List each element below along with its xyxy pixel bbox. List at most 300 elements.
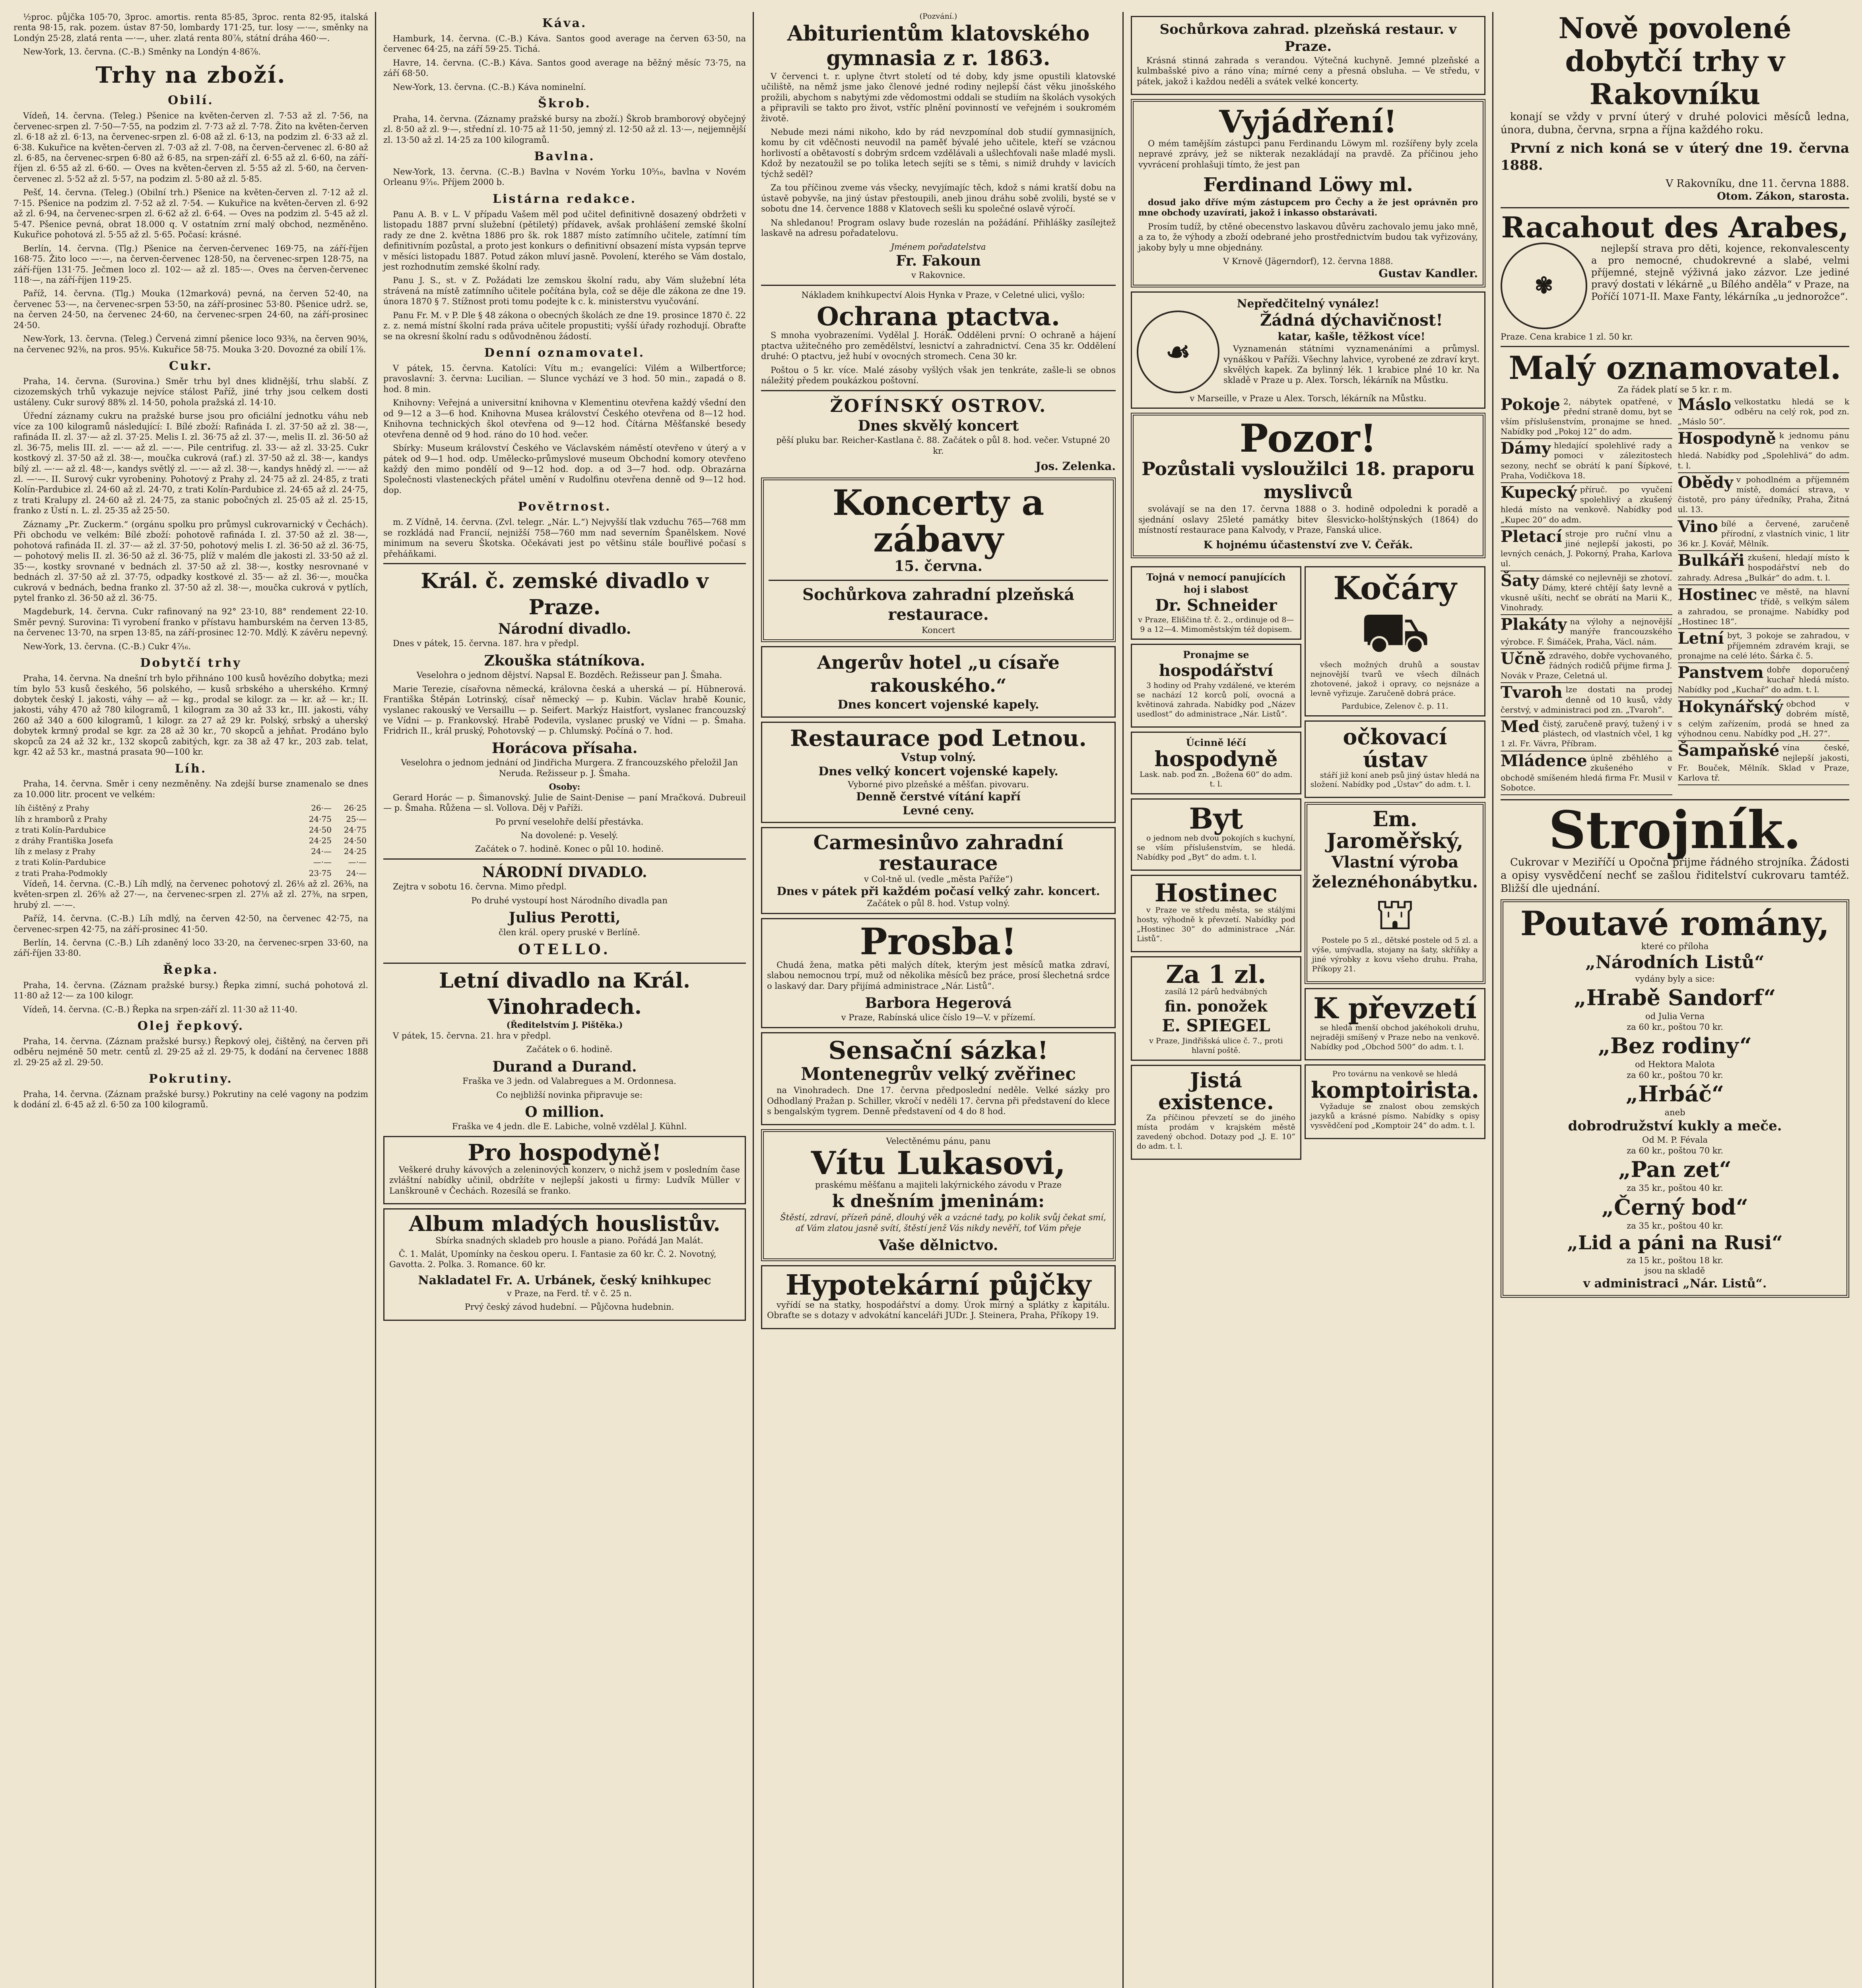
paragraph: které co příloha (1641, 941, 1709, 951)
ad-box (761, 646, 1116, 718)
small-ad (1678, 697, 1850, 742)
table-cell-value: 26·— (311, 803, 332, 813)
table-cell-name: líh čištěný z Prahy (15, 803, 89, 813)
paragraph: Knihovny: Veřejná a universitní knihovna v Klementinu otevřena každý všední den od 9—12 a 3—6 hod. Knihovna Musea království Českého otevřena od 8—12 hod. Knihovna technických škol otevřena od 9—12 hod. Čítárna Měšťanské besedy otevřena denně od 9 hod. ráno do 10 hod. večer. (383, 398, 746, 439)
ad-box (1305, 1064, 1485, 1140)
table-cell-value: 23·75 (309, 868, 332, 878)
ad-box (1305, 720, 1485, 798)
signature-label: Jménem pořadatelstva (891, 242, 986, 252)
divider (769, 580, 1108, 581)
divider (1501, 207, 1849, 208)
novel-subtitle: dobrodružství kukly a meče. (1568, 1118, 1782, 1134)
play-title: Zkouška státníkova. (484, 652, 645, 669)
paragraph: praskému měšťanu a majiteli lakýrnického závodu v Praze (815, 1180, 1062, 1190)
table-cell-value: 24·75 (344, 825, 367, 835)
play-title: Durand a Durand. (492, 1058, 637, 1075)
paragraph: Začátek o 7. hodině. Konec o půl 10. hodině. (475, 844, 664, 854)
ad-title: Racahout des Arabes, (1501, 210, 1849, 245)
paragraph: svolávají se na den 17. června 1888 o 3. hodině odpoledni k poradě a sjednání oslavy 25leté památky bitev šlesvicko-holštýnských (1864) do místností restaurace pana Kalvody, v Praze, Fanská ulice. (1138, 504, 1478, 535)
column-rule (1492, 12, 1493, 1988)
paragraph: všech možných druhů a soustav nejnovější tvarů ve všech dílnách zhotovené, jakož i opravy, co nejsnáze a levně vyřizuje. Zaručeně dobrá práce. (1310, 660, 1480, 698)
ad-title: Abiturientům klatovského gymnasia z r. 1863. (787, 21, 1090, 71)
paragraph: Nebude mezi námi nikoho, kdo by rád nevzpomínal dob studií gymnasijních, komu by cit vděčnosti neuvodil na paměť bývalé jeho učitele, kteří se vzácnou horlivostí a obětavostí s dobrým srdcem vzdělávali a ušlechťovali naše mladé mysli. Kdož by nezatoužil se po tolika letech sejíti se s těmi, s nimiž druhdy v lavicích týchž seděl? (761, 127, 1116, 179)
carriage-icon: ⛟ (1360, 600, 1430, 665)
ad-box (1131, 1065, 1301, 1160)
paragraph: dosud jako dříve mým zástupcem pro Čechy a že jest oprávněn pro mne obchody uzavírati, jakož i inkasso obstarávati. (1138, 197, 1478, 218)
paragraph: Začátek o půl 8. hod. Vstup volný. (867, 899, 1010, 909)
ad-title: E. SPIEGEL (1162, 1016, 1270, 1036)
ad-box (1131, 291, 1485, 409)
novels-box (1501, 899, 1849, 1298)
ad-title: Jistá existence. (1158, 1068, 1274, 1114)
paragraph: Na shledanou! Program oslavy bude rozeslán na požádání. Přihlášky zasílejtež laskavě na adresu pořadatelovu. (761, 217, 1116, 238)
small-ad-keyword: Šaty (1501, 571, 1539, 590)
paragraph: Nákladem knihkupectví Alois Hynka v Praze, v Celetné ulici, vyšlo: (801, 290, 1085, 300)
ad-subtitle: Nepředčitelný vynález! (1237, 297, 1380, 310)
ad-title: Kočáry (1333, 569, 1457, 607)
paragraph: Sbírka snadných skladeb pro housle a piano. Pořádá Jan Malát. (435, 1235, 703, 1245)
ad-box (1131, 644, 1301, 727)
small-ad (1678, 741, 1850, 785)
section-title: Malý oznamovatel. (1509, 349, 1841, 387)
column-news-theatre (378, 12, 751, 1988)
paragraph: Vyznamenán státními vyznamenáními a průmysl. vynáškou v Paříži. Všechny lahvice, vyrobené ze zdraví kryt. skvělých kapek. Za bylinný lék. 1 krabice plné 10 kr. Na skladě v Praze u p. Alex. Torsch, lékárník na Můstku. (1223, 344, 1480, 385)
signature-place: v Rakovnice. (911, 270, 965, 280)
venue-subtitle: Vstup volný. (901, 750, 976, 764)
paragraph: Dnes v pátek, 15. června. 187. hra v předpl. (393, 639, 579, 648)
small-ad-keyword: Pletací (1501, 527, 1562, 546)
paragraph: Marie Terezie, císařovna německá, královna česká a uherská — pí. Hübnerová. Františka Štěpán Lotrinský, císař německý — p. Kubin. Václav hrabě Kounic, vyslanec rakouský ve Versaillu — p. Seifert. Markýz Haistfort, vyslanec francouzský ve Vídni — p. Frankovský. Hrabě Podevila, vyslanec pruský ve Vídni — p. Šmaha. Fridrich II., král pruský, Pohotovský — p. Chlumský. Počíná o 7. hod. (383, 684, 746, 736)
table-cell-value: 24·50 (344, 835, 367, 845)
small-ad-keyword: Šampaňské (1678, 741, 1780, 760)
ad-subtitle: katar, kašle, těžkost více! (1278, 331, 1425, 343)
paragraph: se hledá menší obchod jakéhokoli druhu, nejraději smíšený v Praze nebo na venkově. Nabídky pod „Obchod 500“ do adm. t. l. (1310, 1023, 1480, 1051)
ad-title: očkovací ústav (1343, 724, 1447, 772)
paragraph: Praha, 14. června. (Záznam pražské bursy.) Pokrutiny na celé vagony na podzim k dodání zl. 6·45 až zl. 6·50 za 100 kilogramů. (14, 1089, 368, 1110)
paragraph: nejlepší strava pro děti, kojence, rekonvalescenty a pro nemocné, chudokrevné a slabé, velmi příjemné, stejně výživná jako zázvor. Lze jediné pravý dostati v lékárně „u Bílého anděla“ v Praze, na Poříčí 1071-II. Maxe Fanty, lékárníka „u jednorožce“. (1591, 243, 1849, 302)
paragraph: Dnes v pátek při každém počasí velký zahr. koncert. (777, 885, 1100, 898)
concert-box (761, 478, 1116, 642)
sub-title: Obilí. (168, 93, 214, 108)
ad-title: Poutavé romány, (1520, 903, 1830, 943)
signature-name: Jos. Zelenka. (1035, 460, 1116, 473)
paragraph: Veselohra o jednom jednání od Jindřicha Murgera. Z francouzského přeložil Jan Neruda. Režisseur p. J. Šmaha. (401, 758, 738, 778)
paragraph: New-York, 13. června. (C.-B.) Směnky na Londýn 4·86⅞. (23, 47, 261, 57)
ad-title: Dr. Schneider (1155, 596, 1277, 615)
ad-title: Pro hospodyně! (468, 1139, 662, 1166)
paragraph: Berlín, 14. června. (Tlg.) Pšenice na červen-červenec 169·75, na září-říjen 168·75. Žito loco —·—, na červen-červenec 128·50, na červenec-srpen 128·75, na září-říjen 131·75. Ječmen loco zl. 102·— až zl. 185·—. Oves na červen-červenec 118·—, na září-říjen 119·25. (14, 243, 368, 285)
paragraph: člen král. opery pruské v Berlíně. (499, 927, 640, 937)
theatre-subtitle: (Ředitelstvím J. Pištěka.) (506, 1020, 623, 1030)
paragraph: Vyborné pivo plzeňské a měšťan. pivovaru. (848, 779, 1029, 789)
paragraph: Chudá žena, matka pěti malých dítek, kterým jest měsíců matka zdraví, slabou nemocnou trpí, muž od několika měsíců bez práce, prosí šlechetná srdce o laskavý dar. Dary přijímá administrace „Nár. Listů“. (767, 960, 1110, 991)
sub-title: Denní oznamovatel. (484, 346, 645, 360)
paragraph: New-York, 13. června. (Teleg.) Červená zimní pšenice loco 93⅜, na červen 90⅜, na červenec 92⅜, na pros. 95⅛. Kukuřice 58·75. Mouka 3·20. Dovozné za obilí 1⅞. (14, 334, 368, 354)
sub-title: Povětrnost. (518, 500, 612, 514)
small-ad-text: byt, 3 pokoje se zahradou, v příjemném zdravém kraji, se pronajme na celé léto. Šárka č. 5. (1678, 631, 1849, 660)
ad-subtitle: Úcinně léčí (1186, 736, 1247, 748)
paragraph: Panu J. S., st. v Z. Požádati lze zemskou školní radu, aby Vám služební léta strávená na místě zatímního učitele počítána byla, což se děje dle zákona ze dne 19. února 1870 § 7. Stížnost proti tomu podejte k c. k. ministerstvu vyučování. (383, 276, 746, 307)
ad-box (761, 1265, 1116, 1329)
small-ads-list (1501, 395, 1849, 796)
paragraph: Levné ceny. (903, 804, 974, 817)
ad-box (1131, 798, 1301, 870)
small-ad-keyword: Med (1501, 717, 1540, 736)
paragraph: Panu A. B. v L. V případu Vašem měl pod učitel definitivně dosazený obdržeti v listopadu 1887 první služební (pětiletý) přídavek, avšak prohlášení zemské školní rady ze dne 2. května 1886 pro šk. rok 1887 místo zatímního učitele, zatímní tím definitivním pozůstal, a proto jest konkurs o definitivní obsazení místa vypsán teprve v měsíci listopadu 1887. Potud zákon mluví jasně. Povolení, kterého se Vám dostalo, jest rozhodnutím zemské školní rady. (383, 209, 746, 272)
paragraph: vyřídí se na statky, hospodářství a domy. Úrok mírný a splátky z kapitálu. Obraťte se s dotazy v advokátní kanceláři JUDr. J. Steinera, Praha, Příkopy 19. (767, 1300, 1110, 1320)
paragraph: Veselohra o jednom dějství. Napsal E. Bozděch. Režisseur pan J. Šmaha. (416, 670, 722, 680)
small-ad (1678, 395, 1850, 429)
paragraph: Praha, 14. června. Na dnešní trh bylo přihnáno 100 kusů hovězího dobytka; mezi tím bylo 53 kusů českého, 56 polského, — kusů srbského a uherského. Krmný dobytek český I. jakosti, váhy — až — kg., prodal se kilogr. za — kr. až — kr.; II. jakosti, váhy 470 až 780 kilogramů, 1 kilogram za 30 až 33 kr., III. jakosti, váhy 260 až 340 a 600 kilogramů, 1 kilogr. za 27 až 29 kr. Polský, srbský a uherský dobytek krmný prodal se kgr. za 28 až 30 kr., 70 skopců a jehňat. Prodáno bylo skopců za 24 až 32 kr., 132 skopců zabitých, kgr. za 38 až 47 kr., 203 zab. telat, kgr. 42 až 53 kr., mastná prasata 90—100 kr. (14, 674, 368, 757)
paragraph: Pešť, 14. června. (Teleg.) (Obilní trh.) Pšenice na květen-červen zl. 7·12 až zl. 7·15. Pšenice na podzim zl. 7·52 až zl. 7·54. — Kukuřice na květen-červen zl. 6·92 až zl. 6·94, na červenec-srpen zl. 6·62 až zl. 6·64. — Oves na podzim zl. 5·45 až zl. 5·47. Pšenice pevná, obrat 18.000 q. V ostatním zrní malý obchod, nezměněno. Kukuřice pohotová zl. 5·55 až zl. 5·65. Počasí: krásné. (14, 188, 368, 240)
small-ad (1501, 527, 1672, 571)
paragraph: V Rakovníku, dne 11. června 1888. (1666, 177, 1849, 190)
ad-title: Vítu Lukasovi, (811, 1144, 1066, 1182)
paragraph: Velectěnému pánu, panu (886, 1136, 991, 1146)
paragraph: Vídeň, 14. června. (C.-B.) Líh mdlý, na červenec pohotový zl. 26⅛ až zl. 26⅜, na květen-srpen zl. 26⅝ až 27·—, na červenec-srpen zl. 27⅛ až zl. 27⅜, na srpen, hrubý zl. —·—. (14, 879, 368, 910)
paragraph: Začátek o 6. hodině. (526, 1044, 613, 1054)
paragraph: Za řádek platí se 5 kr. r. m. (1617, 385, 1732, 395)
ad-subtitle: fin. ponožek (1165, 997, 1268, 1015)
ad-box (1305, 988, 1485, 1060)
paragraph: Fraška ve 3 jedn. od Valabregues a M. Ordonnesa. (462, 1076, 676, 1086)
paragraph: Praze. Cena krabice 1 zl. 50 kr. (1501, 332, 1633, 342)
signature-name: Otom. Zákon, starosta. (1717, 190, 1849, 203)
small-ad-keyword: Dámy (1501, 439, 1551, 458)
small-ad-text: příruč. po vyučení spolehlivý a zkušený hledá místo na venkově. Nabídky pod „Kupec 20“ do adm. (1501, 485, 1672, 524)
paragraph: Gerard Horác — p. Šimanovský. Julie de Saint-Denise — paní Mračková. Dubreuil — p. Šmaha. Růžena — sl. Vollova. Děj v Paříži. (383, 792, 746, 813)
ad-box (1131, 99, 1485, 287)
small-ad (1678, 473, 1850, 517)
paragraph: Úřední záznamy cukru na pražské burse jsou pro oficiální jednotku váhu neb více za 100 kilogramů následující: I. Bílé zboží: Rafináda I. zl. 37·50 až zl. 38·—, rafináda II. zl. 37·— až zl. 37·25. Melis I. zl. 36·75 až zl. 37·—, melis II. zl. 36·50 až zl. 36·75, melis III. zl. —·— až zl. —·—. Pile centrifug. zl. 33·— až zl. 33·25. Cukr kostkový zl. 37·50 až zl. 38·—, moučka cukrová (raf.) zl. 37·50 až zl. 38·—, kandys bílý zl. —·— až zl. 48·—, kandys světlý zl. —·— až zl. 38·—, kandys hnědý zl. —·— až zl. —·—. II. Surový cukr vyrobeniny. Pohotový z Prahy zl. 24·75 až zl. 24·85, z trati Kolín-Pardubice zl. 24·60 až zl. 24·70, z trati Kolín-Pardubice zl. 24·65 až zl. 24·75, z trati Kralupy zl. 24·60 až zl. 24·75, za stanic pobočných zl. 25·05 až zl. 25·15, franko z Ústí n. L. zl. 25·35 až 25·50. (14, 411, 368, 516)
divider (761, 390, 1116, 391)
paragraph: Cukrovar v Meziříčí u Opočna přijme řádného strojníka. Žádosti a opisy vysvědčení nechť se zašlou řiditelství cukrovaru tamtéž. Bližší dle ujednání. (1501, 856, 1849, 895)
small-ad-text: zdravého, dobře vychovaného, řádných rodičů přijme firma J. Novák v Praze, Celetná ul. (1501, 650, 1672, 681)
small-ad (1501, 439, 1672, 483)
table-cell-name: z trati Praha-Podmokly (15, 868, 108, 878)
paragraph: na Vinohradech. Dne 17. června předposlední neděle. Velké sázky pro Odhodlaný Pražan p. Schiller, vkročí v neděli 17. června při představení do klece s bengalským tygrem. Denně představení od 4 do 8 hod. (767, 1085, 1110, 1116)
ad-box (1131, 732, 1301, 795)
sub-title: Olej řepkový. (137, 1019, 245, 1033)
small-ad (1678, 517, 1850, 551)
table-row (14, 825, 368, 835)
paragraph: Denně čerstvé vítání kapří (856, 790, 1021, 804)
paragraph: v Praze, na Ferd. tř. v č. 25 n. (507, 1288, 632, 1298)
small-ad-text: na výlohy a nejnovější manýře francouzského výrobce. F. Šimáček, Praha, Václ. nám. (1501, 617, 1672, 646)
paragraph: V pátek, 15. června. 21. hra v předpl. (393, 1031, 551, 1041)
ad-box (1131, 875, 1301, 952)
paragraph: Praha, 14. června. (Záznam pražské bursy.) Řepka zimní, suchá pohotová zl. 11·80 až 12·— za 100 kilogr. (14, 980, 368, 1001)
ad-box (383, 1136, 746, 1204)
paragraph: v Praze, Rabínská ulice číslo 19—V. v přízemí. (841, 1013, 1036, 1023)
paragraph: Vyžaduje se znalost obou zemských jazyků a krásné písmo. Nabídky s opisy vysvědčení pod „Komptoir 24“ do adm. t. l. (1310, 1102, 1480, 1130)
small-ad-keyword: Plakáty (1501, 615, 1567, 634)
table-cell-name: z dráhy Františka Josefa (15, 835, 113, 845)
paragraph: V Krnově (Jägerndorf), 12. června 1888. (1223, 256, 1393, 266)
venue-subtitle: Dnes koncert vojenské kapely. (837, 697, 1039, 712)
small-ad-text: dobře doporučený kuchař hledá místo. Nabídky pod „Kuchař“ do adm. t. l. (1678, 665, 1849, 695)
small-ad-text: ve městě, na hlavní třídě, s velkým sálem a zahradou, se pronajme. Nabídky pod „Hostinec 18“. (1678, 586, 1849, 627)
column-rule (753, 12, 754, 1988)
iron-bed-icon: ⛫ (1375, 889, 1415, 940)
section-title: Trhy na zboží. (95, 62, 286, 88)
paragraph: aneb (1664, 1107, 1685, 1117)
small-ad (1501, 571, 1672, 615)
table-cell-name: líh z hramborů z Prahy (15, 814, 107, 824)
paragraph: 3 hodiny od Prahy vzdálené, ve kterém se nachází 12 korců polí, ovocná a květinová zahrada. Nabídky pod „Název usedlost“ do administrace „Nár. Listů“. (1137, 681, 1295, 718)
small-ad-keyword: Hospodyně (1678, 429, 1776, 448)
sub-title: Cukr. (169, 359, 213, 373)
paragraph: Postele po 5 zl., dětské postele od 5 zl. a výše, umývadla, stojany na šaty, skříňky a jiné výrobky z kovu všeho druhu. Praha, Příkopy 21. (1312, 936, 1478, 974)
table-row (14, 868, 368, 879)
column-rule (375, 12, 376, 1988)
paragraph: Štěstí, zdraví, přízeň páně, dlouhý věk a vzácné tady, po kolik svůj čekat smí, ať Vám zlatou jasně svítí, štěstí jenž Vás nikdy nevěří, toť Vám přeje (780, 1213, 1106, 1233)
signature-name: K hojnému účastenství zve V. Čeřák. (1203, 539, 1413, 551)
signature-name: Gustav Kandler. (1379, 267, 1478, 280)
paragraph: Č. 1. Malát, Upomínky na českou operu. I. Fantasie za 60 kr. Č. 2. Novotný, Gavotta. 2. Polka. 3. Romance. 60 kr. (389, 1249, 716, 1270)
paragraph: Za tou příčinou zveme vás všecky, nevyjímajíc těch, kdož s námi kratší dobu na ústavě pobyvše, na jiný ústav přestoupili, aneb jinou dráhu sobě zvolili, bysté se v sobotu dne 14. července 1888 v Klatovech sešli ku společné oslavě výročí. (761, 183, 1116, 214)
divider (761, 285, 1116, 286)
ad-title: Prosba! (860, 920, 1017, 963)
ad-subtitle: hoj i slabost (1183, 583, 1249, 595)
small-ad (1501, 717, 1672, 751)
novel-price: za 60 kr., poštou 70 kr. (1627, 1022, 1723, 1032)
table-row (14, 835, 368, 846)
table-cell-value: 24·25 (309, 835, 332, 845)
signature-name: Fr. Fakoun (896, 252, 981, 269)
paragraph: Zejtra v sobotu 16. června. Mimo předpl. (393, 882, 567, 892)
ad-box (761, 918, 1116, 1028)
novel-title: „Lid a páni na Rusi“ (1567, 1232, 1783, 1254)
sub-title: Listárna redakce. (492, 192, 637, 206)
signature-name: Vaše dělnictvo. (878, 1237, 998, 1254)
paragraph: Lask. nab. pod zn. „Božena 60“ do adm. t. l. (1140, 770, 1293, 789)
paragraph: O mém tamějším zástupci panu Ferdinandu Löwym ml. rozšířeny byly zcela nepravé zprávy, jež se nikterak nezakládají na pravdě. Za příčinou jeho vyvrácení prohlašuji tímto, že jest pan (1138, 138, 1478, 169)
paragraph: Poštou o 5 kr. více. Malé zásoby vyšlých však jen tenkráte, zašle-li se obnos náležitý předem poukázkou poštovní. (761, 365, 1116, 386)
ad-subtitle: k dnešním jmeninám: (832, 1191, 1045, 1211)
paragraph: Panu Fr. M. v P. Dle § 48 zákona o obecných školách ze dne 19. prosince 1870 č. 22 z. z. nemá místní školní rada práva učitele propustiti; vyšší úřady rozhodují. Obraťte se na okresní školní radu s odůvodněnou žádostí. (383, 310, 746, 341)
venue-title: Angerův hotel „u císaře rakouského.“ (817, 652, 1060, 696)
theatre-subtitle: Národní divadlo. (498, 621, 631, 638)
paragraph: v administraci „Nár. Listů“. (1583, 1276, 1767, 1291)
column-rule (1122, 12, 1124, 1988)
lung-emblem-icon: ☙ (1137, 311, 1219, 393)
theatre-subtitle: NÁRODNÍ DIVADLO. (482, 864, 647, 881)
paragraph: Vídeň, 14. června. (Teleg.) Pšenice na květen-červen zl. 7·53 až zl. 7·56, na červenec-srpen zl. 7·50—7·55, na podzim zl. 7·73 až zl. 7·78. Žito na květen-červen zl. 6·18 až zl. 6·13, na červenec-srpen zl. 6·08 až zl. 6·13, na podzim zl. 6·33 až zl. 6·38. Kukuřice na květen-červen zl. 7·03 až zl. 7·08, na červen-červenec zl. 6·80 až zl. 6·85, na červenec-srpen 6·80 až 6·85, na srpen-září zl. 6·55 až zl. 6·60, na září-říjen zl. 6·55 až zl. 6·60. — Oves na květen-červen zl. 5·55 až zl. 5·60, na červen-červenec zl. 5·52 až zl. 5·57, na podzim zl. 5·80 až zl. 5·85. (14, 111, 368, 184)
small-ad-text: hledající spolehlivé rady a pomoci v zálezitostech sezony, nechť se obrátí k paní Šípkové, Praha, Vodičkova 18. (1501, 441, 1672, 480)
paragraph: Praha, 14. června. (Záznam pražské bursy.) Řepkový olej, čištěný, na červen při odběru nejméně 50 metr. centů zl. 29·25 až zl. 29·75, k dodání na červenec 1888 zl. 29·25 až zl. 29·50. (14, 1036, 368, 1067)
small-ad (1501, 615, 1672, 649)
sub-title: Líh. (175, 761, 207, 776)
ad-box (761, 827, 1116, 914)
ad-subtitle: Montenegrův velký zvěřinec (800, 1064, 1076, 1085)
small-ad-keyword: Letní (1678, 629, 1724, 648)
novel-author: od Julia Verna (1645, 1011, 1705, 1021)
paragraph: V pátek, 15. června. Katolíci: Vítu m.; evangelíci: Vilém a Wilbertforce; pravoslavní: 3. června: Lucilian. — Slunce vychází ve 3 hod. 50 min., zapadá o 8. hod. 8 min. (383, 363, 746, 394)
paragraph: o jednom neb dvou pokojích s kuchyní, se vším příslušenstvím, se hledá. Nabídky pod „Byt“ do adm. t. l. (1137, 833, 1295, 862)
ad-box (1131, 16, 1485, 95)
paragraph: Prvý český závod hudební. — Půjčovna hudebnin. (464, 1302, 674, 1312)
small-ad-keyword: Bulkáři (1678, 551, 1745, 570)
paragraph: Pardubice, Zelenov č. p. 11. (1342, 702, 1448, 711)
ad-title: Vyjádření! (1219, 104, 1397, 140)
small-ad (1501, 395, 1672, 439)
ad-title: hospodyně (1154, 747, 1278, 771)
ad-subtitle: Tojná v nemocí panujících (1146, 571, 1286, 583)
paragraph: Po druhé vystoupí host Národního divadla pan (471, 895, 668, 905)
paragraph: v Praze, Eliščina tř. č. 2., ordinuje od 8—9 a 12—4. Mimoměstským též dopisem. (1138, 615, 1294, 634)
column-announcements (755, 12, 1121, 1988)
novel-price: za 15 kr., poštou 18 kr. (1627, 1255, 1723, 1265)
paragraph: Sbírky: Museum království Českého ve Václavském náměstí otevřeno v úterý a v pátek od 9—1 hod. odp. Umělecko-průmyslové museum Obchodní komory otevřeno každý den mimo pondělí od 9—12 hod. dop. a od 3—7 hod. odp. Obrazárna Společnosti vlasteneckých přátel umění v Rudolfinu otevřena denně od 9—12 hod. dop. (383, 443, 746, 495)
table-cell-value: 24·— (311, 846, 332, 856)
table-cell-name: z trati Kolín-Pardubice (15, 857, 106, 867)
seal-emblem-icon: ✾ (1501, 243, 1587, 329)
novel-title: „Černý bod“ (1602, 1194, 1748, 1220)
ad-title: Nově povolené dobytčí trhy v Rakovníku (1558, 12, 1792, 111)
sub-title: Pokrutiny. (149, 1072, 233, 1086)
table-cell-value: —·— (313, 857, 332, 867)
guest-name: Julius Perotti, (509, 909, 621, 926)
paragraph: Dnes velký koncert vojenské kapely. (818, 764, 1058, 779)
small-ad-text: 2, nábytek opatřené, v přední straně domu, byt se vším příslušenstvím, pronajme se hned. Nabídky pod „Pokoj 12“ do adm. (1501, 396, 1672, 437)
small-ad (1501, 483, 1672, 527)
play-title: OTELLO. (518, 941, 611, 958)
paragraph: V červenci t. r. uplyne čtvrt století od té doby, kdy jsme opustili klatovské učiliště, na němž jsme jako členové jedné rodiny nejlepší část věku jinošského prožili, abychom s nabytými zde vědomostmi oddali se studiím na školách vysokých a připravili se takto pro život, vstříc plnění povinností ve veřejném i soukromém životě. (761, 71, 1116, 123)
paragraph: ½proc. půjčka 105·70, 3proc. amortis. renta 85·85, 3proc. renta 82·95, italská renta 98·15, rak. pozem. ústav 87·50, lombardy 171·25, tur. losy —·—, směnky na Londýn 25·28, zlatá renta —·—, uher. zlatá renta 80⅞, státní dráha 460·—. (14, 12, 368, 43)
paragraph: Vídeň, 14. června. (C.-B.) Řepka na srpen-září zl. 11·30 až 11·40. (23, 1004, 298, 1014)
person-name: Ferdinand Löwy ml. (1203, 174, 1413, 196)
ad-title: K převzetí (1313, 991, 1477, 1025)
small-note: (Pozvání.) (919, 12, 957, 21)
paragraph: stáří již koní aneb psů jiný ústav hledá na složení. Nabídky pod „Ústav“ do adm. t. l. (1310, 771, 1480, 789)
publisher: Nakladatel Fr. A. Urbánek, český knihkupec (418, 1273, 711, 1287)
small-ad (1678, 663, 1850, 697)
paragraph: První z nich koná se v úterý dne 19. června 1888. (1501, 140, 1849, 173)
paragraph: Veškeré druhy kávových a zeleninových konzerv, o nichž jsem v posledním čase zvláštní nabídky učinil, obdržíte v nejlepší jakosti u firmy: Ludvík Müller v Lanškrouně v Čechách. Rozesílá se franko. (389, 1165, 740, 1196)
column-ads-a (1125, 12, 1491, 1988)
small-ad-text: čistý, zaručeně pravý, tužený i v plástech, od vlastních včel, 1 kg 1 zl. Fr. Vávra, Příbram. (1501, 718, 1672, 749)
venue-subtitle: Koncert (922, 625, 955, 635)
table-row (14, 803, 368, 813)
table-cell-value: 25·— (346, 814, 367, 824)
ad-subtitle: Vlastní výroba železnéhonábytku. (1312, 852, 1478, 891)
small-ad-text: vína české, nejlepší jakosti, Fr. Bouček, Mělník. Sklad v Praze, Karlova tř. (1678, 743, 1849, 782)
novel-title: „Hrbáč“ (1625, 1081, 1724, 1107)
small-ad-text: zkušení, hledají místo k hospodářství neb do zahrady. Adresa „Bulkár“ do adm. t. l. (1678, 553, 1849, 582)
paragraph: Krásná stinná zahrada s verandou. Výtečná kuchyně. Jemné plzeňské a kulmbašské pivo a ráno vína; mírné ceny a přesná obsluha. — Ve středu, v pátek, jakož i každou neděli a svátek velké koncerty. (1137, 55, 1480, 86)
column-ads-b (1495, 12, 1855, 1988)
table-row (14, 814, 368, 825)
paragraph: Za příčinou převzetí se do jiného místa prodám v krajském městě zavedený obchod. Dotazy pod „J. E. 10“ do adm. t. l. (1137, 1113, 1295, 1151)
paragraph: jsou na skladě (1645, 1266, 1705, 1276)
column-markets (8, 12, 374, 1988)
paragraph: Na dovolené: p. Veselý. (520, 831, 618, 840)
ad-title: Koncerty a zábavy (832, 481, 1045, 560)
venue-title: Restaurace pod Letnou. (790, 725, 1087, 751)
small-ad-text: stroje pro ruční vlnu a jiné nejlepší jakosti, po levných cenách, J. Pokorný, Praha, Karlova ul. (1501, 528, 1672, 569)
small-ad-text: úplně zběhlého a zkušeného v obchodě smíšeném hledá firma Fr. Musil v Sobotce. (1501, 753, 1672, 793)
ad-title: Ochrana ptactva. (817, 302, 1060, 332)
paragraph: Fraška ve 4 jedn. dle E. Labiche, volně vzdělal J. Kühnl. (452, 1122, 687, 1132)
paragraph: Záznamy „Pr. Zuckerm.“ (orgánu spolku pro průmysl cukrovarnický v Čechách). Při obchodu ve velkém: Bílé zboží: pohotově rafináda I. zl. 37·50 až zl. 38·—, pohotová rafináda II. zl. 37·— až zl. 37·50, pohotový melis I. zl. 36·50 až zl. 36·75, — pohotový melis II. zl. 36·50 až zl. 36·75, plíž v malém dle jakosti zl. 33·50 až zl. 35·—, kostky srovnané v bednách zl. 37·50 až zl. 38·—, kostky nesrovnané v bednách zl. 37·50 až zl. 37·75, odpadky kostkové zl. 35·— až zl. 36·—, moučka cukrová v bednách, bedna franko zl. 37·50 až zl. 38·—, moučka cukrová v pytlích, pytel franko zl. 36·50 až zl. 36·75. (14, 519, 368, 603)
ad-box (1131, 956, 1301, 1061)
cast-heading: Osoby: (549, 782, 581, 792)
ad-title: Sensační sázka! (828, 1035, 1048, 1065)
paragraph: New-York, 13. června. (C.-B.) Káva nominelní. (393, 82, 586, 92)
paragraph: zasílá 12 párů hedvábných (1165, 987, 1268, 996)
venue-subtitle: v Col-tně ul. (vedle „města Paříže“) (864, 874, 1013, 884)
ad-box (1305, 566, 1485, 716)
small-ad-keyword: Máslo (1678, 395, 1732, 414)
ad-title: komptoiristа. (1311, 1077, 1479, 1104)
ad-title: Album mladých houslistův. (409, 1211, 720, 1236)
paragraph: v Praze ve středu města, se stálými hosty, výhodně k převzetí. Nabídky pod „Hostinec 30“ do administrace „Nár. Listů“. (1137, 905, 1295, 943)
paragraph: S mnoha vyobrazeními. Vydělal J. Horák. Odděleni první: O ochraně a hájení ptactva užitečného pro zemědělství, lesnictví a zahradnictví. Cena 35 kr. Oddělení druhé: O ptactvu, jež hubí v ovocných stromech. Cena 30 kr. (761, 330, 1116, 361)
small-ad-text: v pohodlném a příjemném místě, domácí strava, v čistotě, pro pány úředníky, Praha, Žitná ul. 13. (1678, 474, 1849, 514)
paragraph: New-York, 13. června. (C.-B.) Cukr 4⁷⁄₁₆. (23, 641, 191, 651)
ad-title: Pozor! (1239, 416, 1377, 461)
venue-title: Carmesinůvo zahradní restaurace (813, 830, 1064, 875)
sub-title: Dobytčí trhy (140, 656, 242, 670)
small-ad-keyword: Mládence (1501, 751, 1587, 770)
sub-title: Bavlna. (534, 149, 595, 164)
ad-box (761, 1032, 1116, 1125)
ad-title: Byt (1189, 802, 1243, 836)
ad-title: Hostinec (1154, 878, 1278, 907)
small-ad (1678, 585, 1850, 629)
table-cell-value: 26·25 (344, 803, 367, 813)
paragraph: New-York, 13. června. (C.-B.) Bavlna v Novém Yorku 10⁵⁄₁₆, bavlna v Novém Orleanu 9⁷⁄₁₆. Příjem 2000 b. (383, 167, 746, 187)
ad-title: Sochůrkova zahrad. plzeňská restaur. v Praze. (1159, 21, 1457, 54)
divider (383, 858, 746, 860)
novel-price: za 60 kr., poštou 70 kr. (1627, 1145, 1723, 1155)
table-row (14, 846, 368, 857)
small-ad (1501, 751, 1672, 796)
small-ad (1678, 429, 1850, 473)
ad-box (1131, 413, 1485, 558)
paragraph: Paříž, 14. června. (Tlg.) Mouka (12marková) pevná, na červen 52·40, na červenec 53·—, na červenec-srpen 53·50, na září-prosinec 53·80. Pšenice udrž. se, na červen 24·50, na červenec 24·60, na červenec-srpen 24·60, na září-prosinec 24·50. (14, 289, 368, 330)
paragraph: Prosím tudíž, by ctěné obecenstvo laskavou důvěru zachovalo jemu jako mně, a za to, že výhody a zboží odebrané jeho prostřednictvím budou tak vyřizovány, jakoby byly u mne objednány. (1138, 221, 1478, 252)
small-ad-keyword: Vino (1678, 517, 1718, 536)
small-ad-text: velkostatku hledá se k odběru na celý rok, pod zn. „Máslo 50“. (1678, 396, 1849, 426)
table-row (14, 857, 368, 868)
paragraph: Po první veselohře delší přestávka. (495, 817, 644, 827)
small-ad-keyword: Pokoje (1501, 395, 1560, 414)
novel-price: za 35 kr., poštou 40 kr. (1627, 1221, 1723, 1231)
small-ad-keyword: Panstvem (1678, 663, 1764, 682)
small-ad-text: k jednomu pánu na venkov se hledá. Nabídky pod „Spolehlivá“ do adm. t. l. (1678, 431, 1849, 470)
play-title: Horácova přísaha. (491, 740, 638, 757)
paragraph: Berlín, 14. června (C.-B.) Líh zdaněný loco 33·20, na červenec-srpen 33·60, na září-říjen 33·80. (14, 938, 368, 958)
novel-title: „Bez rodiny“ (1598, 1033, 1752, 1059)
small-ad (1501, 683, 1672, 717)
small-ad-text: lze dostati na prodej denně od 10 kusů, vždy čerstvý, v administraci pod zn. „Tvaroh“. (1501, 685, 1672, 714)
table-cell-value: —·— (348, 857, 367, 867)
paragraph: Havre, 14. června. (C.-B.) Káva. Santos good average na běžný měsíc 73·75, na září 68·50. (383, 58, 746, 78)
paragraph: Paříž, 14. června. (C.-B.) Líh mdlý, na červen 42·50, na červenec 42·75, na červenec-srpen 42·75, na září-prosinec 41·50. (14, 914, 368, 934)
small-ad-text: bílé a červené, zaručeně přírodní, z vlastních vinic, 1 litr 36 kr. J. Kovář, Mělník. (1678, 518, 1849, 548)
small-ad-keyword: Tvaroh (1501, 683, 1563, 702)
spirit-price-table (14, 803, 368, 878)
signature-name: Barbora Hegerová (865, 995, 1012, 1012)
ad-title: Hypotekární půjčky (785, 1268, 1091, 1302)
ad-box (1305, 802, 1485, 984)
sub-title: Káva. (542, 16, 587, 30)
paragraph: Praha, 14. června. Směr i ceny nezměněny. Na zdejší burse znamenalo se dnes za 10.000 litr. procent ve velkém: (14, 779, 368, 799)
theatre-title: Král. č. zemské divadlo v Praze. (421, 569, 709, 619)
small-ad-keyword: Hostinec (1678, 585, 1757, 604)
